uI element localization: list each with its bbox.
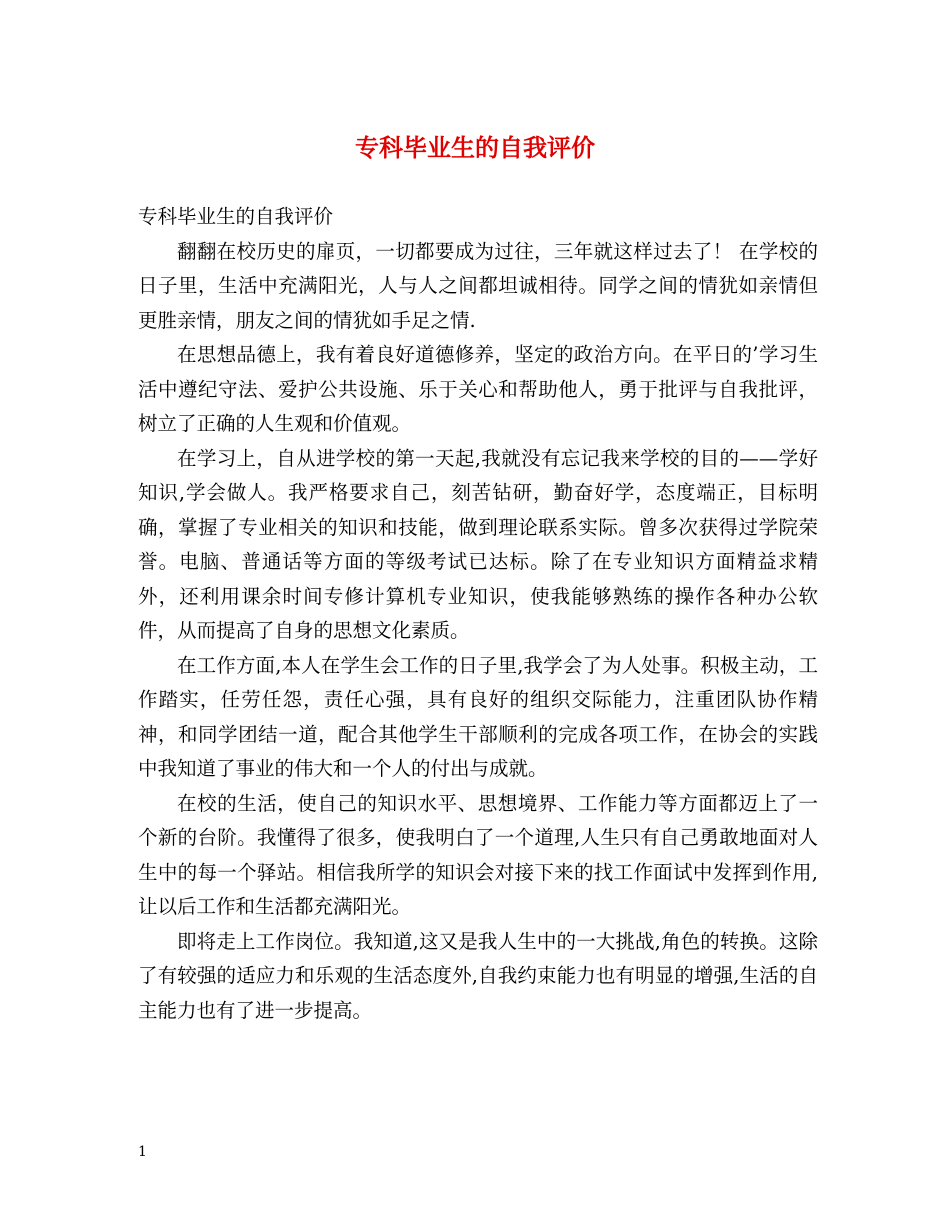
page-number: 1 bbox=[138, 1144, 147, 1160]
paragraph-3: 在学习上，自从进学校的第一天起,我就没有忘记我来学校的目的——学好知识,学会做人。我严格要求自己，刻苦钻研，勤奋好学，态度端正，目标明确，掌握了专业相关的知识和技能，做到理论联系实际。曾多次获得过学院荣誉。电脑、普通话等方面的等级考试已达标。除了在专业知识方面精益求精外，还利用课余时间专修计算机专业知识，使我能够熟练的操作各种办公软件，从而提高了自身的思想文化素质。 bbox=[138, 446, 818, 642]
document-body bbox=[138, 200, 818, 1028]
paragraph-5: 在校的生活，使自己的知识水平、思想境界、工作能力等方面都迈上了一个新的台阶。我懂得了很多，使我明白了一个道理,人生只有自己勇敢地面对人生中的每一个驿站。相信我所学的知识会对接下来的找工作面试中发挥到作用,让以后工作和生活都充满阳光。 bbox=[138, 791, 818, 918]
paragraph-4: 在工作方面,本人在学生会工作的日子里,我学会了为人处事。积极主动，工作踏实，任劳任怨，责任心强，具有良好的组织交际能力，注重团队协作精神，和同学团结一道，配合其他学生干部顺利的完成各项工作，在协会的实践中我知道了事业的伟大和一个人的付出与成就。 bbox=[138, 653, 818, 780]
document-subtitle: 专科毕业生的自我评价 bbox=[138, 205, 334, 228]
paragraph-2: 在思想品德上，我有着良好道德修养，坚定的政治方向。在平日的’学习生活中遵纪守法、爱护公共设施、乐于关心和帮助他人，勇于批评与自我批评，树立了正确的人生观和价值观。 bbox=[138, 343, 818, 435]
paragraph-1: 翻翻在校历史的扉页，一切都要成为过往，三年就这样过去了！ 在学校的日子里，生活中充满阳光，人与人之间都坦诚相待。同学之间的情犹如亲情但更胜亲情，朋友之间的情犹如手足之情. bbox=[138, 239, 818, 332]
paragraph-6: 即将走上工作岗位。我知道,这又是我人生中的一大挑战,角色的转换。这除了有较强的适应力和乐观的生活态度外,自我约束能力也有明显的增强,生活的自主能力也有了进一步提高。 bbox=[138, 929, 818, 1022]
document-title: 专科毕业生的自我评价 bbox=[355, 133, 595, 162]
